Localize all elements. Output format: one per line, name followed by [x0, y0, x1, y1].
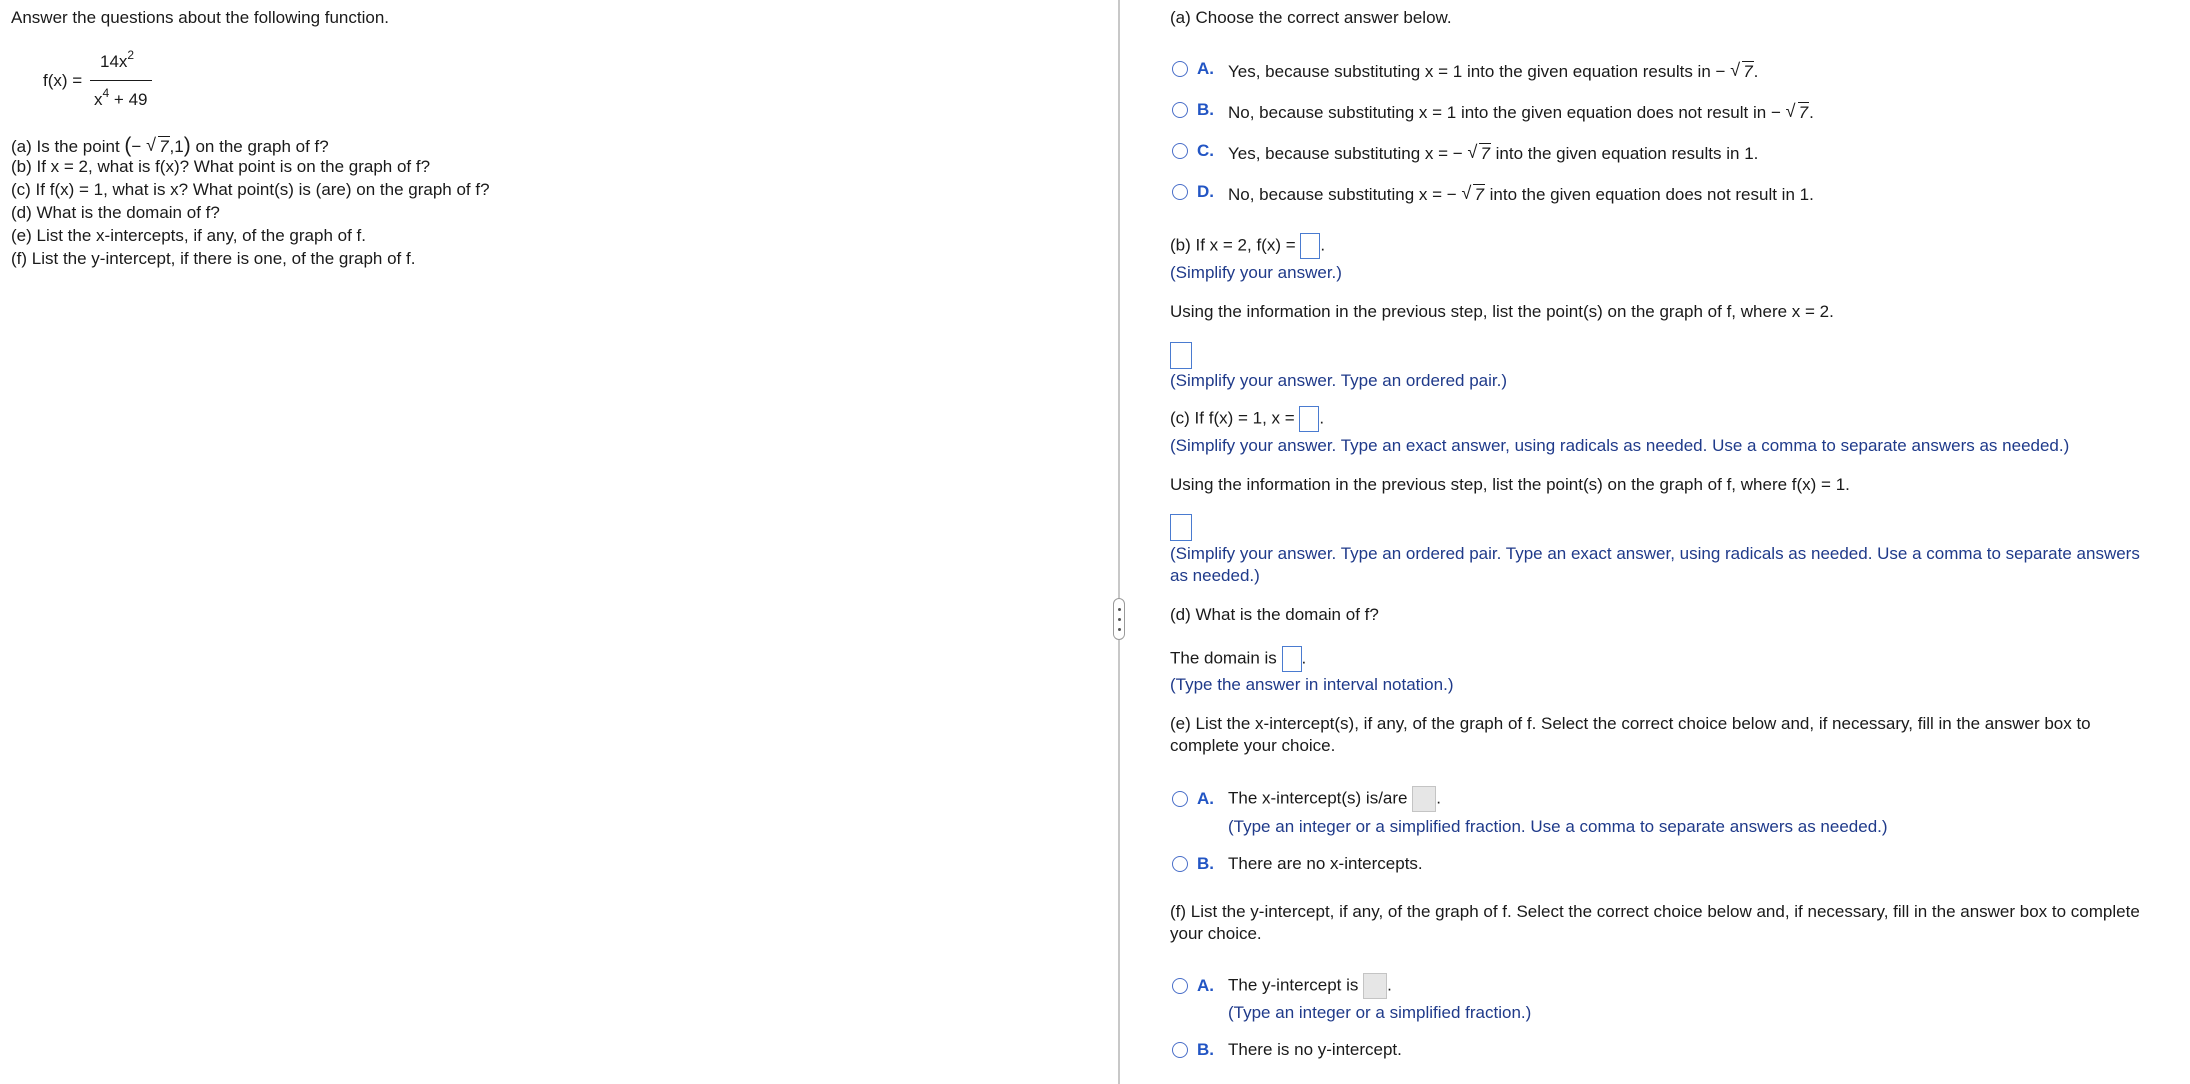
question-a-post: on the graph of f? — [195, 137, 329, 156]
denominator-rest: + 49 — [113, 90, 148, 109]
part-e-prompt-line1: (e) List the x-intercept(s), if any, of the graph of f. Select the correct choice below and, if necessary, fill in the answer box to — [1170, 714, 2091, 733]
option-text-post: . — [1753, 62, 1759, 81]
denominator-exponent: 4 — [102, 86, 110, 100]
option-text[interactable] — [1228, 185, 1814, 205]
pane-divider — [1118, 0, 1120, 1084]
radio-button[interactable] — [1172, 184, 1188, 200]
period: . — [1436, 788, 1441, 808]
radical-symbol: √ — [1461, 183, 1472, 203]
domain-line — [1170, 646, 1306, 672]
question-c: (c) If f(x) = 1, what is x? What point(s) is (are) on the graph of f? — [11, 180, 490, 199]
radical-symbol: √ — [1785, 101, 1796, 121]
option-text[interactable] — [1228, 62, 1758, 82]
radio-button[interactable] — [1172, 61, 1188, 77]
option-text-pre: Yes, because substituting x = 1 into the given equation results in — [1228, 62, 1711, 81]
option-hint: (Type an integer or a simplified fraction.) — [1228, 1003, 1532, 1022]
option-letter: B. — [1197, 1040, 1214, 1059]
part-c-prompt — [1170, 406, 1324, 432]
period: . — [1387, 975, 1392, 995]
radicand: 7 — [1798, 103, 1809, 122]
question-a-pre: (a) Is the point — [11, 137, 120, 156]
numerator-text: 14x — [100, 52, 128, 71]
fraction-denominator — [94, 86, 148, 110]
handle-dot — [1118, 608, 1121, 611]
option-text[interactable]: There is no y-intercept. — [1228, 1040, 1402, 1059]
question-b: (b) If x = 2, what is f(x)? What point is on the graph of f? — [11, 157, 431, 176]
option-text[interactable] — [1228, 103, 1814, 123]
x-answer-box[interactable] — [1299, 406, 1319, 432]
radical-symbol: √ — [146, 135, 156, 155]
fx-answer-box[interactable] — [1300, 233, 1320, 259]
handle-dot — [1118, 618, 1121, 621]
radio-button[interactable] — [1172, 102, 1188, 118]
option-letter: B. — [1197, 854, 1214, 873]
function-lhs: f(x) = — [43, 71, 83, 90]
minus-sign: − — [1770, 103, 1781, 122]
option-letter: A. — [1197, 976, 1214, 995]
radio-button[interactable] — [1172, 143, 1188, 159]
option-text-pre: No, because substituting x = − — [1228, 185, 1457, 204]
sqrt-expression — [146, 137, 169, 157]
option-label: The x-intercept(s) is/are — [1228, 788, 1408, 808]
part-e-prompt-line2: complete your choice. — [1170, 736, 1336, 755]
pane-resize-handle[interactable] — [1113, 598, 1125, 640]
sqrt-expression — [1461, 185, 1484, 205]
point-rest: ,1 — [169, 137, 184, 156]
period: . — [1301, 648, 1307, 668]
question-f: (f) List the y-intercept, if there is one, of the graph of f. — [11, 249, 416, 268]
question-e: (e) List the x-intercepts, if any, of the graph of f. — [11, 226, 366, 245]
option-text[interactable] — [1228, 786, 1441, 812]
part-c-hint2-line1: (Simplify your answer. Type an ordered pair. Type an exact answer, using radicals as needed. Use a comma to separate answers — [1170, 544, 2140, 563]
option-letter: B. — [1197, 100, 1214, 119]
answer-box[interactable] — [1170, 342, 1192, 369]
handle-dot — [1118, 628, 1121, 631]
period: . — [1320, 235, 1326, 255]
part-c-hint2-line2: as needed.) — [1170, 566, 1260, 585]
part-c-hint: (Simplify your answer. Type an exact answer, using radicals as needed. Use a comma to separate answers as needed.) — [1170, 436, 2070, 455]
option-letter: A. — [1197, 789, 1214, 808]
minus-sign: − — [1715, 62, 1726, 81]
radio-button[interactable] — [1172, 1042, 1188, 1058]
part-d-prompt: (d) What is the domain of f? — [1170, 605, 1379, 624]
option-text[interactable]: There are no x-intercepts. — [1228, 854, 1423, 873]
sqrt-expression — [1730, 62, 1753, 82]
part-a-prompt: (a) Choose the correct answer below. — [1170, 8, 1452, 27]
radicand: 7 — [159, 137, 169, 156]
period: . — [1319, 408, 1325, 428]
option-letter: C. — [1197, 141, 1214, 160]
part-c-followup: Using the information in the previous step, list the point(s) on the graph of f, where f(x) = 1. — [1170, 475, 1850, 494]
radio-button[interactable] — [1172, 978, 1188, 994]
part-d-hint: (Type the answer in interval notation.) — [1170, 675, 1454, 694]
option-label: The y-intercept is — [1228, 975, 1359, 995]
close-paren: ) — [183, 134, 191, 157]
option-letter: A. — [1197, 59, 1214, 78]
radical-symbol: √ — [1467, 142, 1478, 162]
option-text-pre: Yes, because substituting x = − — [1228, 144, 1463, 163]
question-d: (d) What is the domain of f? — [11, 203, 220, 222]
answer-box[interactable] — [1170, 514, 1192, 541]
radical-symbol: √ — [1730, 60, 1741, 80]
option-letter: D. — [1197, 182, 1214, 201]
option-text[interactable] — [1228, 144, 1758, 164]
point-answer-box[interactable] — [1170, 342, 1192, 369]
instructions: Answer the questions about the following function. — [11, 8, 390, 27]
option-text[interactable] — [1228, 973, 1392, 999]
radio-button[interactable] — [1172, 791, 1188, 807]
denominator-var: x — [94, 90, 103, 109]
sqrt-expression — [1786, 103, 1809, 123]
part-b-prompt — [1170, 233, 1325, 259]
radicand: 7 — [1480, 144, 1490, 163]
domain-answer-box[interactable] — [1282, 646, 1302, 672]
part-f-prompt-line2: your choice. — [1170, 924, 1262, 943]
fraction-numerator — [100, 48, 135, 72]
radicand: 7 — [1743, 62, 1753, 81]
y-intercept-answer-box[interactable] — [1363, 973, 1387, 999]
radio-button[interactable] — [1172, 856, 1188, 872]
part-f-prompt-line1: (f) List the y-intercept, if any, of the graph of f. Select the correct choice below and, if necessary, fill in the answer box to complete — [1170, 902, 2140, 921]
part-b-label: (b) If x = 2, f(x) = — [1170, 235, 1296, 255]
question-a — [11, 134, 329, 158]
x-intercept-answer-box[interactable] — [1412, 786, 1436, 812]
numerator-exponent: 2 — [127, 48, 135, 62]
points-answer-box[interactable] — [1170, 514, 1192, 541]
option-hint: (Type an integer or a simplified fraction. Use a comma to separate answers as needed.) — [1228, 817, 1888, 836]
domain-label: The domain is — [1170, 648, 1277, 668]
open-paren: ( — [124, 134, 132, 157]
part-b-hint: (Simplify your answer.) — [1170, 263, 1342, 282]
option-text-post: into the given equation results in 1. — [1495, 144, 1759, 163]
sqrt-expression — [1467, 144, 1490, 164]
part-c-label: (c) If f(x) = 1, x = — [1170, 408, 1295, 428]
part-b-followup: Using the information in the previous step, list the point(s) on the graph of f, where x = 2. — [1170, 302, 1834, 321]
radicand: 7 — [1474, 185, 1484, 204]
minus-sign: − — [131, 137, 142, 156]
part-b-hint2: (Simplify your answer. Type an ordered pair.) — [1170, 371, 1508, 390]
option-text-pre: No, because substituting x = 1 into the given equation does not result in — [1228, 103, 1767, 122]
option-text-post: . — [1809, 103, 1814, 122]
fraction-bar — [90, 80, 152, 81]
option-text-post: into the given equation does not result in 1. — [1489, 185, 1814, 204]
